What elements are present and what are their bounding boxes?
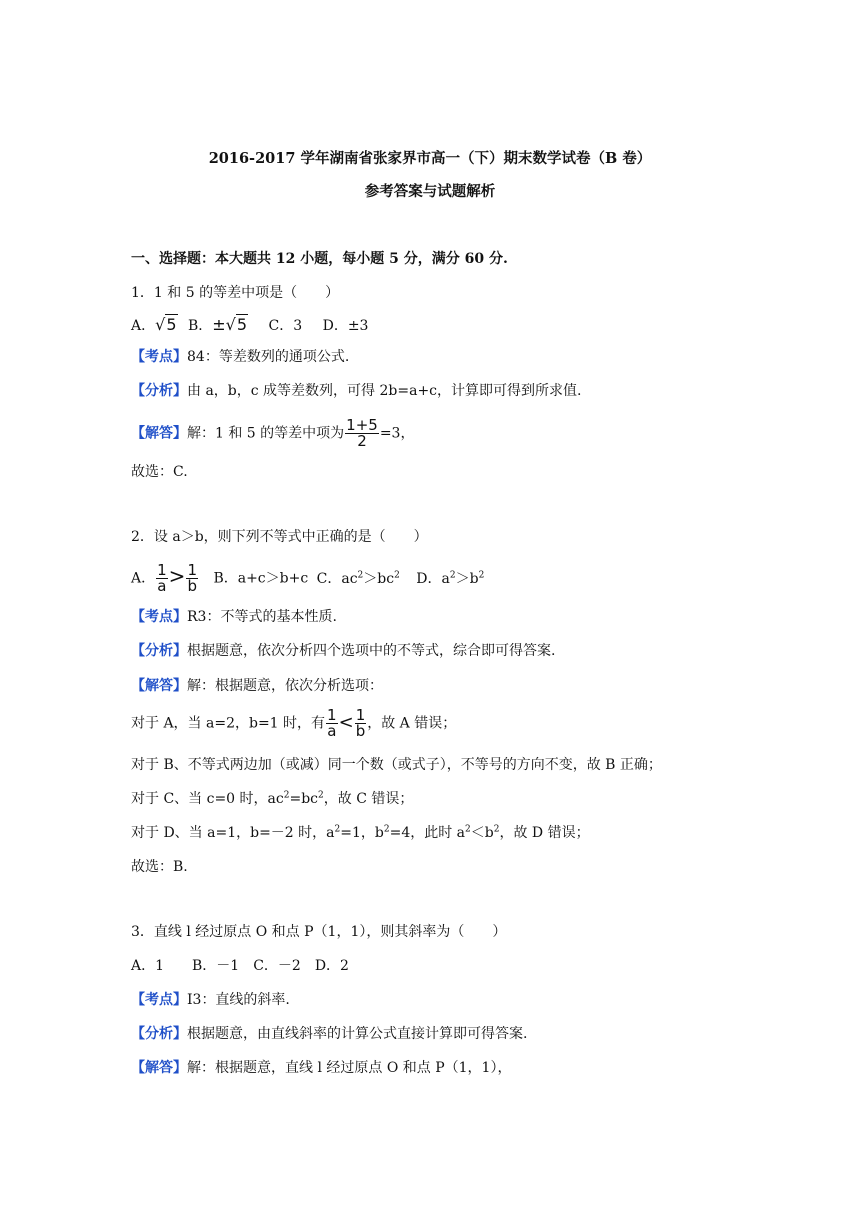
frac-den: b [187,577,197,595]
q3-fenxi-text: 根据题意，由直线斜率的计算公式直接计算即可得答案. [187,1026,528,1042]
q3-stem: 3．直线 l 经过原点 O 和点 P（1，1），则其斜率为（ ） [131,924,507,940]
q2-line-c-pre: 对于 C、当 c=0 时，ac [131,791,284,807]
fenxi-tag: 【分析】 [131,643,187,659]
frac-den: a [157,577,167,595]
q2-line-c [131,789,413,809]
q2-option-c [317,571,400,587]
jieda-tag: 【解答】 [131,678,187,694]
frac-num: 1 [187,561,197,579]
q1-kaodian-text: 84：等差数列的通项公式. [187,349,350,365]
q2-line-a-frac-a [326,708,338,739]
q1-option-a-label: A． [131,318,156,334]
superscript: 2 [465,824,471,835]
section-heading: 一、选择题：本大题共 12 小题，每小题 5 分，满分 60 分. [131,251,508,267]
q2-fenxi-text: 根据题意，依次分析四个选项中的不等式，综合即可得答案. [187,643,556,659]
frac-den: b [355,722,366,740]
superscript: 2 [283,790,290,801]
q2-stem: 2．设 a＞b，则下列不等式中正确的是（ ） [131,529,428,545]
q2-options [131,563,484,594]
q2-line-d-post: ，故 D 错误； [499,825,590,841]
superscript: 2 [394,569,400,580]
q2-option-c-mid: ＞bc [363,570,395,587]
q1-kaodian [131,347,349,367]
less-than-sign: < [338,711,354,733]
q2-option-c-pre: C．ac [316,570,358,587]
q2-option-a-frac-a [156,563,168,594]
q2-line-a-pre: 对于 A，当 a=2，b=1 时，有 [131,715,326,732]
superscript: 2 [383,824,390,835]
q1-option-a-radicand: 5 [166,315,177,334]
superscript: 2 [318,790,324,801]
kaodian-tag: 【考点】 [131,992,187,1008]
page-subtitle: 参考答案与试题解析 [364,183,496,200]
q2-line-d-m1: =1，b [340,825,384,841]
q1-option-b-pm: ± [212,315,226,334]
q3-kaodian-text: I3：直线的斜率. [187,992,290,1008]
q1-jieda-text: 解：1 和 5 的等差中项为 [187,425,345,442]
q2-line-b: 对于 B、不等式两边加（或减）同一个数（或式子），不等号的方向不变，故 B 正确； [131,757,662,773]
q2-fenxi [131,641,555,661]
page-title: 2016-2017 学年湖南省张家界市高一（下）期末数学试卷（B 卷） [208,150,652,167]
superscript: 2 [334,824,341,835]
fenxi-tag: 【分析】 [131,383,187,399]
q2-option-d [416,571,484,587]
sqrt-icon: √5 [225,315,248,334]
q1-jieda [131,418,414,449]
q2-jieda-text: 解：根据题意，依次分析选项： [187,678,383,694]
q1-option-c: C．3 [268,318,303,334]
q1-fenxi [131,381,581,401]
q3-jieda-text: 解：根据题意，直线 l 经过原点 O 和点 P（1，1）， [187,1060,512,1076]
q2-line-d-pre: 对于 D、当 a=1，b=－2 时，a [131,825,335,841]
kaodian-tag: 【考点】 [131,609,187,625]
q2-line-a-post: ，故 A 错误； [367,715,457,732]
q3-fenxi [131,1024,527,1044]
q2-line-d-m3: ＜b [470,825,494,841]
q1-fraction-den: 2 [357,432,367,450]
frac-den: a [327,722,337,740]
greater-than-sign: > [168,563,186,588]
q2-kaodian [131,607,337,627]
q2-line-c-mid: =bc [289,791,319,807]
q2-answer: 故选：B. [131,859,188,875]
q1-options [131,315,368,336]
jieda-tag: 【解答】 [131,425,187,442]
q2-option-a-frac-b [186,563,198,594]
q2-jieda [131,676,383,696]
q2-line-a [131,708,456,739]
superscript: 2 [493,824,500,835]
jieda-tag: 【解答】 [131,1060,187,1076]
q2-option-b: B．a+c＞b+c [213,570,309,587]
q2-line-c-post: ，故 C 错误； [323,791,414,807]
sqrt-icon: √5 [155,315,177,334]
q1-fraction [345,418,379,449]
q2-kaodian-text: R3：不等式的基本性质. [187,609,337,625]
q1-answer: 故选：C. [131,464,188,480]
kaodian-tag: 【考点】 [131,349,187,365]
q3-kaodian [131,990,290,1010]
q1-option-b-radicand: 5 [236,315,248,334]
q1-stem: 1．1 和 5 的等差中项是（ ） [131,285,340,301]
superscript: 2 [357,569,364,580]
q1-option-b-label: B． [187,318,213,334]
q2-option-d-mid: ＞b [455,570,479,587]
q2-option-a-label: A． [131,570,156,587]
frac-num: 1 [157,561,167,579]
q1-option-d: D．±3 [322,318,369,334]
superscript: 2 [449,569,456,580]
q2-option-d-pre: D．a [416,570,450,587]
q1-fenxi-text: 由 a，b，c 成等差数列，可得 2b=a+c，计算即可得到所求值. [187,383,582,399]
q2-line-a-frac-b [355,708,367,739]
superscript: 2 [478,569,485,580]
frac-num: 1 [355,706,366,724]
q1-fraction-num: 1+5 [346,416,378,434]
fenxi-tag: 【分析】 [131,1026,187,1042]
q2-line-d [131,823,590,843]
q3-jieda [131,1058,511,1078]
q2-line-d-m2: =4，此时 a [389,825,466,841]
q1-jieda-result: =3， [379,425,415,442]
frac-num: 1 [327,706,337,724]
q3-options: A．1 B．－1 C．－2 D．2 [131,958,349,974]
